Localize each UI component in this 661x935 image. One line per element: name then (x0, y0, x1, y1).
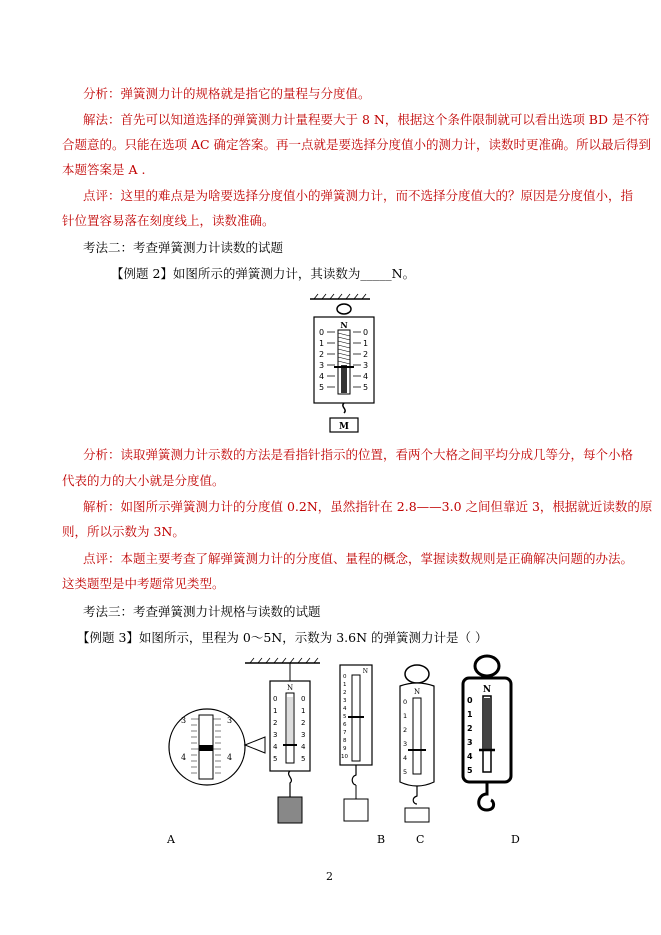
method-3-heading: 考法三：考查弹簧测力计规格与读数的试题 (83, 604, 321, 619)
zoom-tick-3-left: 3 (181, 716, 187, 725)
right-tick-1: 1 (363, 339, 369, 348)
example-2: 【例题 2】如图所示的弹簧测力计，其读数为_____N。 (111, 266, 416, 281)
b-tick-10: 10 (341, 754, 348, 760)
option-a-figure (165, 657, 320, 832)
b-tick-1: 1 (343, 682, 347, 688)
d-unit: N (482, 685, 492, 695)
option-d-label: D (511, 833, 520, 846)
c-tick-5: 5 (403, 768, 408, 776)
option-b-label: B (377, 833, 386, 846)
a-tick-2: 2 (273, 719, 278, 727)
c-tick-3: 3 (403, 740, 408, 748)
method-2-heading: 考法二：考查弹簧测力计读数的试题 (83, 240, 284, 255)
solution-2-line2: 则，所以示数为 3N。 (62, 524, 185, 539)
option-b-figure (336, 663, 376, 823)
a-tick-3: 3 (273, 731, 278, 739)
weight-label: M (339, 422, 349, 432)
a-tick-5: 5 (273, 755, 278, 763)
solution-1-line1: 解法：首先可以知道选择的弹簧测力计量程要大于 8 N，根据这个条件限制就可以看出选项 BD 是不符 (83, 112, 650, 127)
analysis-2-line2: 代表的力的大小就是分度值。 (62, 473, 225, 488)
c-tick-1: 1 (403, 712, 408, 720)
b-tick-3: 3 (343, 698, 347, 704)
analysis-1: 分析：弹簧测力计的规格就是指它的量程与分度值。 (83, 86, 371, 101)
left-tick-5: 5 (319, 383, 325, 392)
b-tick-4: 4 (343, 706, 347, 712)
a-tick-0: 0 (273, 695, 278, 703)
a-tick-r4: 4 (301, 743, 306, 751)
zoom-tick-4-left: 4 (181, 753, 187, 762)
c-unit: N (413, 688, 421, 696)
c-tick-4: 4 (403, 754, 408, 762)
unit-label: N (340, 320, 348, 330)
example-3: 【例题 3】如图所示，里程为 0～5N，示数为 3.6N 的弹簧测力计是（ ） (77, 630, 488, 645)
right-tick-3: 3 (363, 361, 369, 370)
option-c-figure (392, 664, 442, 824)
comment-1-line2: 针位置容易落在刻度线上，读数准确。 (62, 213, 275, 228)
right-tick-2: 2 (363, 350, 369, 359)
solution-1-line2: 合题意的。只能在选项 AC 确定答案。再一点就是要选择分度值小的测力计，读数时更准确。所以最后得到 (62, 137, 652, 152)
page-number: 2 (326, 870, 333, 883)
b-tick-0: 0 (343, 674, 347, 680)
right-tick-5: 5 (363, 383, 369, 392)
option-d-figure (455, 652, 520, 827)
b-tick-6: 6 (343, 722, 347, 728)
zoom-tick-3-right: 3 (227, 716, 233, 725)
comment-1-line1: 点评：这里的难点是为啥要选择分度值小的弹簧测力计，而不选择分度值大的？原因是分度值小，指 (83, 188, 634, 203)
d-tick-2: 2 (467, 724, 473, 733)
d-tick-4: 4 (467, 752, 473, 761)
a-tick-r1: 1 (301, 707, 306, 715)
b-unit: N (362, 668, 368, 675)
comment-2-line2: 这类题型是中考题常见类型。 (62, 576, 225, 591)
a-tick-4: 4 (273, 743, 278, 751)
solution-1-line3: 本题答案是 A . (62, 162, 146, 177)
c-tick-0: 0 (403, 698, 408, 706)
left-tick-1: 1 (319, 339, 325, 348)
option-c-label: C (416, 833, 425, 846)
a-tick-r5: 5 (301, 755, 306, 763)
left-tick-2: 2 (319, 350, 325, 359)
a-tick-r2: 2 (301, 719, 306, 727)
left-tick-0: 0 (319, 328, 325, 337)
c-tick-2: 2 (403, 726, 408, 734)
a-tick-1: 1 (273, 707, 278, 715)
option-a-label: A (167, 833, 175, 846)
right-tick-4: 4 (363, 372, 369, 381)
b-tick-5: 5 (343, 714, 347, 720)
comment-2-line1: 点评：本题主要考查了解弹簧测力计的分度值、量程的概念，掌握读数规则是正确解决问题的办法。 (83, 551, 634, 566)
right-tick-0: 0 (363, 328, 369, 337)
zoom-tick-4-right: 4 (227, 753, 233, 762)
d-tick-3: 3 (467, 738, 473, 747)
spring-scale-figure-1 (300, 293, 390, 443)
b-tick-7: 7 (343, 730, 347, 736)
a-tick-r3: 3 (301, 731, 306, 739)
solution-2-line1: 解析：如图所示弹簧测力计的分度值 0.2N，虽然指针在 2.8——3.0 之间但靠近 3，根据就近读数的原 (83, 499, 653, 514)
d-tick-0: 0 (467, 696, 473, 705)
d-tick-5: 5 (467, 766, 473, 775)
b-tick-2: 2 (343, 690, 347, 696)
d-tick-1: 1 (467, 710, 473, 719)
a-tick-r0: 0 (301, 695, 306, 703)
left-tick-4: 4 (319, 372, 325, 381)
b-tick-9: 9 (343, 746, 347, 752)
left-tick-3: 3 (319, 361, 325, 370)
a-unit: N (286, 684, 294, 692)
b-tick-8: 8 (343, 738, 347, 744)
analysis-2-line1: 分析：读取弹簧测力计示数的方法是看指针指示的位置，看两个大格之间平均分成几等分，每个小格 (83, 447, 634, 462)
